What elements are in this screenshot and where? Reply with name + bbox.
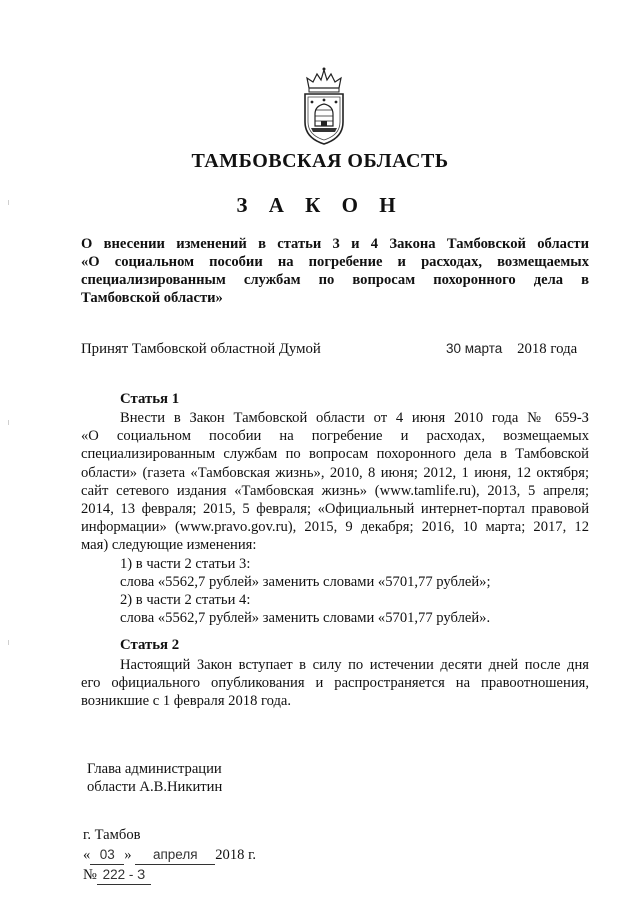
scan-margin-mark (8, 640, 9, 645)
article-1-title: Статья 1 (120, 391, 180, 407)
article-2-line: возникшие с 1 февраля 2018 года. (81, 693, 292, 710)
article-1-body (81, 409, 589, 627)
coat-of-arms-emblem (299, 66, 349, 148)
scan-margin-mark (8, 420, 9, 425)
signature-block (87, 760, 222, 796)
article-2-line: его официального опубликования и распространяется на правоотношения, (81, 675, 589, 692)
signing-month: апреля (135, 845, 215, 865)
quote-open: « (83, 847, 91, 863)
article-1-line: мая) следующие изменения: (81, 537, 257, 554)
scan-margin-mark (8, 200, 9, 205)
article-2-line: Настоящий Закон вступает в силу по истечении десяти дней после дня (120, 657, 589, 673)
article-1-line: 2014, 13 февраля; 2015, 5 февраля; «Официальный интернет-портал правовой (81, 501, 589, 518)
signing-date (83, 845, 256, 865)
adopted-day-month: 30 марта (446, 341, 503, 356)
signatory-name: области А.В.Никитин (87, 779, 223, 795)
quote-close: » (124, 847, 132, 863)
law-heading (81, 235, 589, 307)
law-number (83, 865, 256, 885)
adopted-year: 2018 года (517, 341, 578, 357)
adopted-by-label: Принят Тамбовской областной Думой (81, 341, 321, 357)
article-2-body (81, 656, 589, 711)
city: г. Тамбов (83, 827, 141, 843)
article-1-item: слова «5562,7 рублей» заменить словами «5701,77 рублей»; (120, 573, 491, 590)
signing-day: 03 (90, 845, 124, 865)
article-1-line: области» (газета «Тамбовская жизнь», 2010, 8 июня; 2012, 1 июня, 12 октября; (81, 464, 589, 481)
adopted-date (446, 341, 577, 358)
law-heading-line: Тамбовской области» (81, 290, 223, 306)
place-date-block (83, 826, 256, 885)
number-sign: № (83, 867, 97, 883)
article-1-item: слова «5562,7 рублей» заменить словами «5701,77 рублей». (120, 610, 491, 627)
article-1-item: 2) в части 2 статьи 4: (120, 592, 251, 609)
region-title: ТАМБОВСКАЯ ОБЛАСТЬ (191, 150, 449, 172)
law-number-value: 222 - З (97, 865, 151, 885)
article-1-line: информации» (www.pravo.gov.ru), 2015, 9 декабря; 2016, 10 марта; 2017, 12 (81, 519, 589, 536)
article-1-line: Внести в Закон Тамбовской области от 4 июня 2010 года № 659-З (120, 410, 589, 426)
law-heading-line: специализированным службам по вопросам похоронного дела в (81, 272, 589, 288)
article-1-line: сайт сетевого издания «Тамбовская жизнь» (www.tamlife.ru), 2013, 5 апреля; (81, 482, 589, 499)
signing-year: 2018 г. (215, 847, 257, 863)
article-1-line: «О социальном пособии на погребение и расходах, возмещаемых (81, 428, 589, 445)
law-heading-line: О внесении изменений в статьи 3 и 4 Закона Тамбовской области (81, 236, 589, 252)
article-1-line: специализированным службам по вопросам похоронного дела в Тамбовской (81, 446, 589, 463)
article-1-item: 1) в части 2 статьи 3: (120, 555, 251, 572)
law-heading-line: «О социальном пособии на погребение и расходах, возмещаемых (81, 254, 589, 270)
document-type-title: З А К О Н (236, 193, 404, 217)
article-2-title: Статья 2 (120, 637, 180, 653)
signatory-position: Глава администрации (87, 761, 222, 777)
